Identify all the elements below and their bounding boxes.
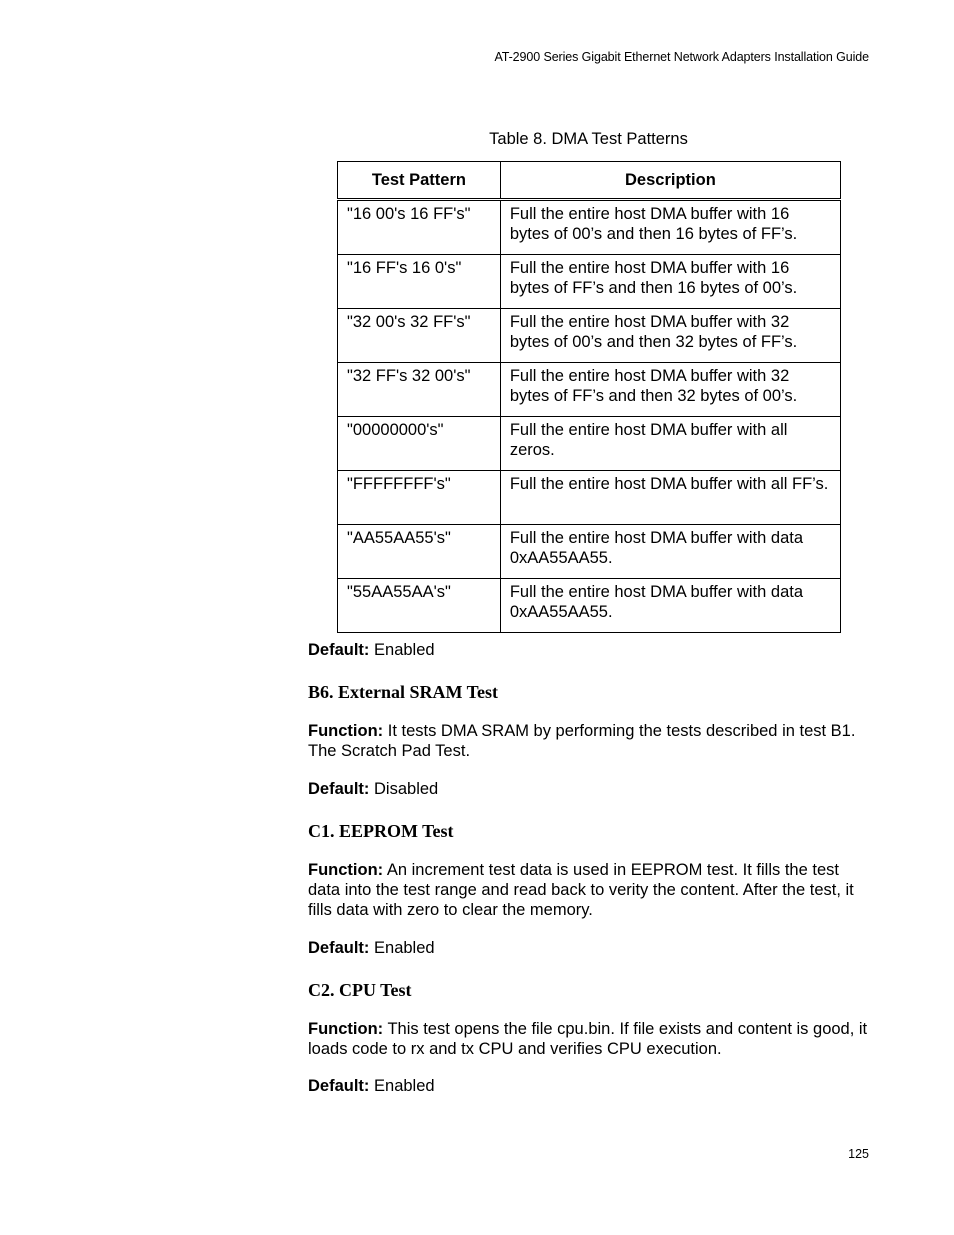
default-paragraph-b6 (308, 779, 873, 799)
default-label: Default: (308, 780, 370, 798)
test-pattern-cell: "32 00's 32 FF's" (338, 309, 501, 363)
function-label: Function: (308, 1020, 384, 1038)
default-paragraph-c2 (308, 1076, 873, 1096)
description-cell: Full the entire host DMA buffer with data 0xAA55AA55. (500, 525, 840, 579)
default-label: Default: (308, 1077, 370, 1095)
test-pattern-cell: "16 FF's 16 0's" (338, 255, 501, 309)
default-value: Enabled (374, 641, 435, 659)
page-number: 125 (848, 1147, 869, 1161)
description-cell: Full the entire host DMA buffer with 16 bytes of FF’s and then 16 bytes of 00’s. (500, 255, 840, 309)
function-label: Function: (308, 722, 384, 740)
section-heading-c1: C1. EEPROM Test (308, 821, 454, 841)
default-value: Enabled (374, 1077, 435, 1095)
default-value: Disabled (374, 780, 439, 798)
table-row (338, 471, 841, 525)
description-cell: Full the entire host DMA buffer with data 0xAA55AA55. (500, 579, 840, 633)
test-pattern-cell: "55AA55AA's" (338, 579, 501, 633)
description-cell: Full the entire host DMA buffer with 32 bytes of 00’s and then 32 bytes of FF’s. (500, 309, 840, 363)
description-cell: Full the entire host DMA buffer with 32 bytes of FF’s and then 32 bytes of 00’s. (500, 363, 840, 417)
description-cell: Full the entire host DMA buffer with all FF’s. (500, 471, 840, 525)
description-cell: Full the entire host DMA buffer with 16 bytes of 00’s and then 16 bytes of FF’s. (500, 200, 840, 255)
table-row (338, 417, 841, 471)
section-heading-b6: B6. External SRAM Test (308, 682, 499, 702)
table-row (338, 255, 841, 309)
description-cell: Full the entire host DMA buffer with all zeros. (500, 417, 840, 471)
function-paragraph-c2 (308, 1019, 873, 1059)
test-pattern-cell: "00000000's" (338, 417, 501, 471)
column-header-description: Description (500, 162, 840, 200)
function-paragraph-b6 (308, 721, 873, 761)
dma-test-patterns-table (337, 161, 841, 633)
function-text: An increment test data is used in EEPROM test. It fills the test data into the test range and read back to verity the content. After the test, it fills data with zero to clear the memory. (308, 861, 854, 919)
table-row (338, 200, 841, 255)
test-pattern-cell: "32 FF's 32 00's" (338, 363, 501, 417)
table-row (338, 363, 841, 417)
test-pattern-cell: "AA55AA55's" (338, 525, 501, 579)
section-heading-c2: C2. CPU Test (308, 980, 412, 1000)
default-label: Default: (308, 641, 370, 659)
default-paragraph (308, 640, 873, 660)
function-text: It tests DMA SRAM by performing the tests described in test B1. The Scratch Pad Test. (308, 722, 856, 760)
table-row (338, 579, 841, 633)
running-header: AT-2900 Series Gigabit Ethernet Network Adapters Installation Guide (494, 50, 869, 64)
test-pattern-cell: "FFFFFFFF's" (338, 471, 501, 525)
test-pattern-cell: "16 00's 16 FF's" (338, 200, 501, 255)
table-row (338, 309, 841, 363)
column-header-test-pattern: Test Pattern (338, 162, 501, 200)
table-caption: Table 8. DMA Test Patterns (489, 130, 688, 148)
function-paragraph-c1 (308, 860, 873, 920)
table-row (338, 525, 841, 579)
table-header-row (338, 162, 841, 200)
function-text: This test opens the file cpu.bin. If file exists and content is good, it loads code to rx and tx CPU and verifies CPU execution. (308, 1020, 868, 1058)
function-label: Function: (308, 861, 384, 879)
default-paragraph-c1 (308, 938, 873, 958)
default-value: Enabled (374, 939, 435, 957)
default-label: Default: (308, 939, 370, 957)
